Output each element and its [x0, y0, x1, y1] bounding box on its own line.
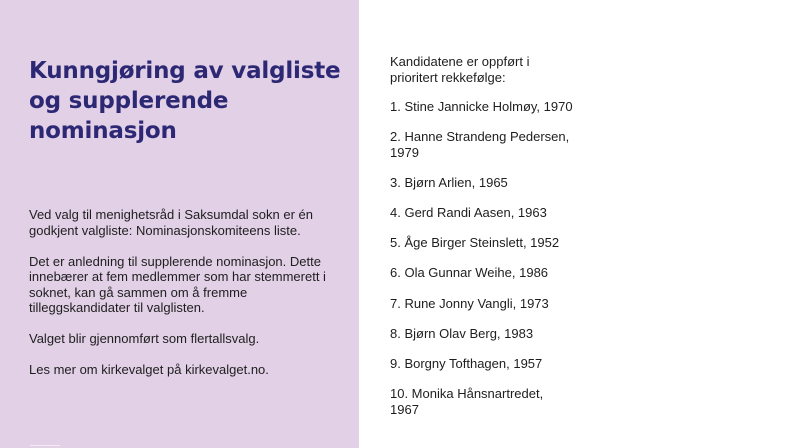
- left-panel: [0, 0, 359, 448]
- paragraph-election-method: Valget blir gjennomført som flertallsvalg.: [29, 331, 260, 346]
- list-item: 8. Bjørn Olav Berg, 1983: [390, 325, 534, 341]
- list-item: 3. Bjørn Arlien, 1965: [390, 174, 508, 190]
- decorative-divider: [30, 445, 60, 446]
- paragraph-read-more: Les mer om kirkevalget på kirkevalget.no.: [29, 362, 269, 377]
- announcement-body: [29, 207, 334, 393]
- paragraph-valid-list: Ved valg til menighetsråd i Saksumdal sokn er én godkjent valgliste: Nominasjonskomiteens liste.: [29, 207, 313, 238]
- list-item: 6. Ola Gunnar Weihe, 1986: [390, 265, 549, 281]
- list-item: 4. Gerd Randi Aasen, 1963: [390, 205, 547, 221]
- list-item: 7. Rune Jonny Vangli, 1973: [390, 295, 549, 311]
- right-panel: [359, 0, 800, 448]
- candidates-intro: Kandidatene er oppført i prioritert rekkefølge:: [390, 54, 530, 85]
- list-item: 1. Stine Jannicke Holmøy, 1970: [390, 99, 573, 114]
- list-item: 9. Borgny Tofthagen, 1957: [390, 356, 543, 371]
- list-item: 5. Åge Birger Steinslett, 1952: [390, 235, 560, 251]
- page-title: Kunngjøring av valgliste og supplerende nominasjon: [29, 58, 341, 144]
- paragraph-supplementary-nomination: Det er anledning til supplerende nominasjon. Dette innebærer at fem medlemmer som har stemmerett i soknet, kan gå sammen om å fremme tilleggskandidater til valglisten.: [29, 253, 326, 315]
- candidate-list: [390, 99, 575, 432]
- list-item: 10. Monika Hånsnartredet, 1967: [390, 386, 544, 417]
- list-item: 2. Hanne Strandeng Pedersen, 1979: [390, 129, 570, 160]
